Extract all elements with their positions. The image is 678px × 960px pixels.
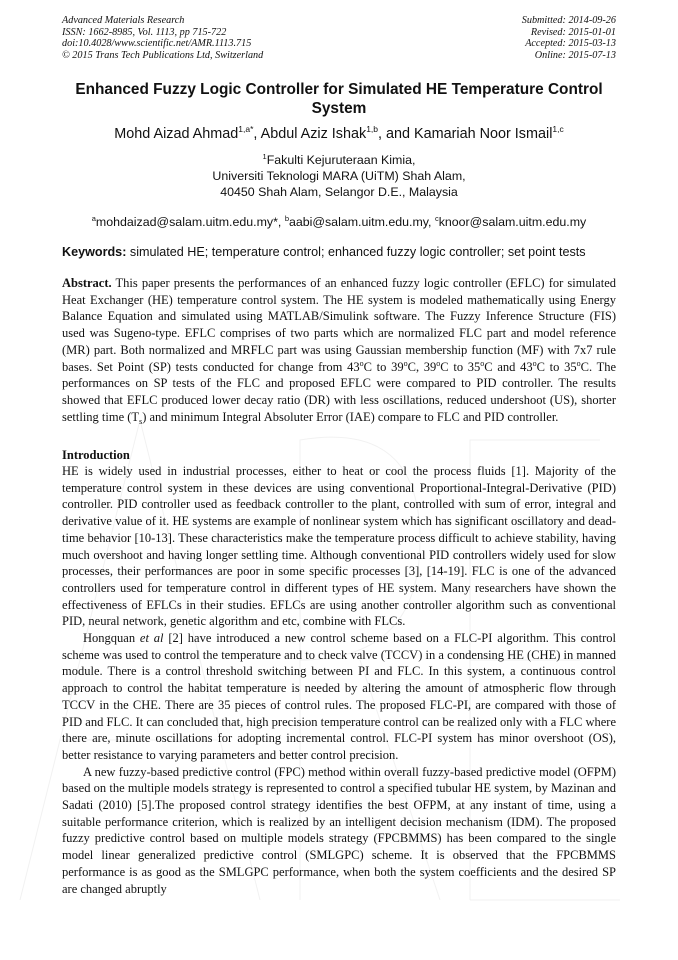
section-heading: Introduction — [62, 448, 130, 462]
keywords-text: simulated HE; temperature control; enhanced fuzzy logic controller; set point tests — [129, 245, 586, 259]
paragraph-italic: et al — [139, 631, 164, 646]
abstract-text: C to 35 — [536, 359, 577, 374]
revised-date: Revised: 2015-01-01 — [530, 26, 616, 38]
degree-symbol: o — [436, 358, 441, 368]
author-name: Mohd Aizad Ahmad — [114, 126, 239, 142]
degree-symbol: o — [480, 358, 485, 368]
paper-title: Enhanced Fuzzy Logic Controller for Simulated HE Temperature Control System — [75, 81, 603, 117]
introduction-body — [62, 463, 616, 897]
submitted-date: Submitted: 2014-09-26 — [521, 15, 616, 26]
online-date: Online: 2015-07-13 — [534, 49, 616, 61]
keywords-label: Keywords: — [62, 245, 127, 259]
email-superscript: b — [284, 214, 289, 223]
copyright-line: © 2015 Trans Tech Publications Ltd, Switzerland — [62, 49, 264, 61]
affiliation-superscript: 1 — [262, 152, 267, 161]
abstract-text: C. The performances on SP tests of the FLC and proposed EFLC were compared to PID controller. The results showed that EFLC produced lower decay ratio (DR) with less oscillations, reduced undershoot (US), shorter settling time (T — [62, 359, 617, 424]
degree-symbol: o — [403, 358, 408, 368]
issn-line: ISSN: 1662-8985, Vol. 1113, pp 715-722 — [62, 26, 227, 38]
degree-symbol: o — [532, 358, 537, 368]
author-superscript: 1,c — [552, 124, 564, 134]
abstract-text: C and 43 — [484, 359, 533, 374]
affiliation-line-2: Universiti Teknologi MARA (UiTM) Shah Alam, — [212, 169, 466, 183]
degree-symbol: o — [359, 358, 364, 368]
degree-symbol: o — [576, 358, 581, 368]
journal-info — [62, 15, 263, 61]
subscript: s — [139, 416, 143, 426]
affiliation — [62, 152, 616, 200]
abstract-text: C to 35 — [440, 359, 481, 374]
email-superscript: a — [91, 214, 96, 223]
journal-name: Advanced Materials Research — [62, 15, 185, 26]
paragraph — [62, 630, 616, 764]
abstract-text: ) and minimum Integral Absoluter Error (IAE) compare to FLC and PID controller. — [142, 409, 559, 424]
author-list: Mohd Aizad Ahmad$^{1,a*}$, Abdul Aziz Ishak$^{1,b}$, and Kamariah Noor Ismail$^{1,c}$ — [114, 124, 564, 142]
author-superscript: 1,b — [366, 124, 379, 134]
accepted-date: Accepted: 2015-03-13 — [525, 38, 616, 50]
publication-dates — [522, 15, 616, 61]
author-name: Kamariah Noor Ismail — [414, 126, 553, 142]
abstract-text: This paper presents the performances of an enhanced fuzzy logic controller (EFLC) for simulated Heat Exchanger (HE) temperature control system. The HE system is modeled mathematically using Energy Balance Equation and simulated using MATLAB/Simulink software. The Fuzzy Inference Structure (FIS) used was Sugeno-type. EFLC comprises of two parts which are normalized FLC part and model reference (MR) part. Both normalized and MRFLC part was using Gaussian membership function (MF) with 7x7 rule bases. Set Point (SP) tests conducted for change from 43 — [62, 276, 616, 374]
email-link[interactable]: knoor@salam.uitm.edu.my — [438, 215, 587, 229]
abstract — [62, 275, 616, 425]
email-superscript: c — [434, 214, 439, 223]
affiliation-line-1: Fakulti Kejuruteraan Kimia, — [266, 153, 416, 167]
email-list: $^a$mohdaizad@salam.uitm.edu.my*, $^b$aabi@salam.uitm.edu.my, $^c$knoor@salam.uitm.edu.my — [91, 214, 587, 229]
affiliation-line-3: 40450 Shah Alam, Selangor D.E., Malaysia — [220, 185, 458, 199]
author-superscript: 1,a* — [238, 124, 254, 134]
keywords — [62, 244, 616, 260]
abstract-label: Abstract. — [62, 276, 112, 290]
abstract-text: C to 39 — [363, 359, 404, 374]
paragraph-text: Hongquan — [83, 631, 140, 646]
abstract-text: C, 39 — [407, 359, 437, 374]
paragraph: HE is widely used in industrial processes, either to heat or cool the process fluids [1]. Majority of the temperature control system in these devices are using conventional Proportional-Integral-Derivative (PID) controller. PID controller used as feedback controller to the plant, controlled with sum of error, integral and derivative value of it. HE systems are example of nonlinear system which has significant oscillatory and dead-time behavior [10-13]. These characteristics make the temperature process difficult to achieve stability, having much overshoot and having longer settling time. Although conventional PID controllers widely used for slow processes, their performances are poor in some specific processes [3], [14-19]. FLC is one of the advanced controllers used for temperature control in different types of HE system. Many researchers have shown the effectiveness of EFLCs in their studies. EFLCs are using another controller algorithm such as conventional PID, neural network, genetic algorithm and etc, combine with FLCs. — [62, 464, 616, 629]
doi-line: doi:10.4028/www.scientific.net/AMR.1113.715 — [62, 38, 252, 50]
email-link[interactable]: mohdaizad@salam.uitm.edu.my* — [95, 215, 278, 229]
paragraph: A new fuzzy-based predictive control (FPC) method within overall fuzzy-based predictive model (OFPM) based on the multiple models strategy is represented to control a specified tubular HE system, by Mazinan and Sadati (2010) [5].The proposed control strategy identifies the best OFPM, at any instant of time, using a suitable performance criterion, which is realized by an intelligent decision mechanism (IDM). The proposed fuzzy predictive control based on multiple models strategy (FPCBMMS) has been compared to the single model linear generalized predictive control (SMLGPC) scheme. It is observed that the FPCBMMS performance is as good as the SMLGPC performance, when both the system coefficients and the desired SP are changed abruptly — [62, 764, 616, 896]
paragraph-text: [2] have introduced a new control scheme based on a FLC-PI algorithm. This control scheme was used to control the temperature and to check valve (TCCV) in a condensing HE (CHE) in manned module. There is a control threshold switching between PI and FLC. In this system, a continuous control approach to control the habitat temperature is needed by altering the amount of atmospheric flow through TCCV in the CHE. There are 35 pieces of control rules. The proposed FLC-PI, are compared with those of PID and FLC. It can concluded that, high precision temperature control can be realized only with a FLC where there are, minute oscillations for adopting incremental control. FLC-PI system has minor overshoot (OS), better resistance to varying parameters and better control precision. — [62, 631, 617, 762]
author-name: Abdul Aziz Ishak — [260, 126, 367, 142]
email-link[interactable]: aabi@salam.uitm.edu.my — [288, 215, 429, 229]
